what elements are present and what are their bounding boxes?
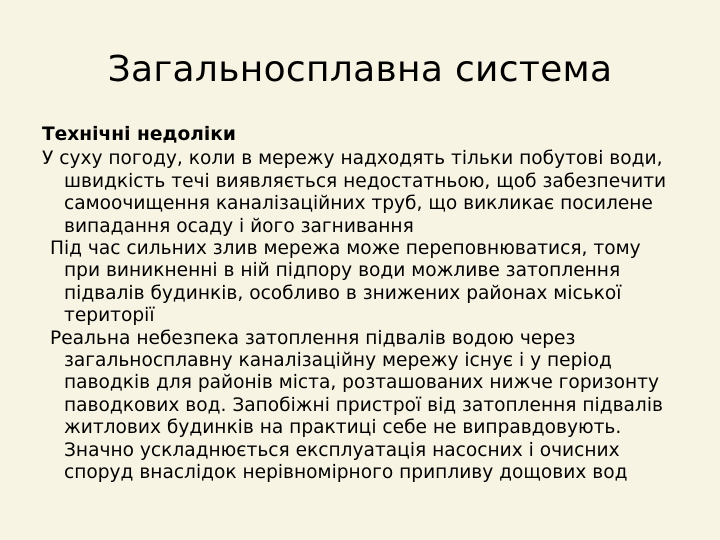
section-heading: Технічні недоліки <box>42 124 236 145</box>
slide-title: Загальносплавна система <box>107 49 613 90</box>
paragraph-flood-danger: Реальна небезпека затоплення підвалів водою через загальносплавну каналізаційну мережу існує і у період паводків для районів міста, розташованих нижче горизонту паводкових вод. Запобіжні пристрої від затоплення підвалів житлових будинків на практиці себе не виправдовують. Значно ускладнюється експлуатація насосних і очисних споруд внаслідок нерівномірного припливу дощових вод <box>50 327 663 484</box>
slide-body <box>42 124 682 485</box>
paragraph-heavy-rain: Під час сильних злив мережа може переповнюватися, тому при виникненні в ній підпору води можливе затоплення підвалів будинків, особливо в знижених районах міської території <box>50 238 641 327</box>
paragraph-dry-weather: У суху погоду, коли в мережу надходять тільки побутові води, швидкість течі виявляється недостатньою, щоб забезпечити самоочищення каналізаційних труб, що викликає посилене випадання осаду і його загнивання <box>42 148 667 237</box>
